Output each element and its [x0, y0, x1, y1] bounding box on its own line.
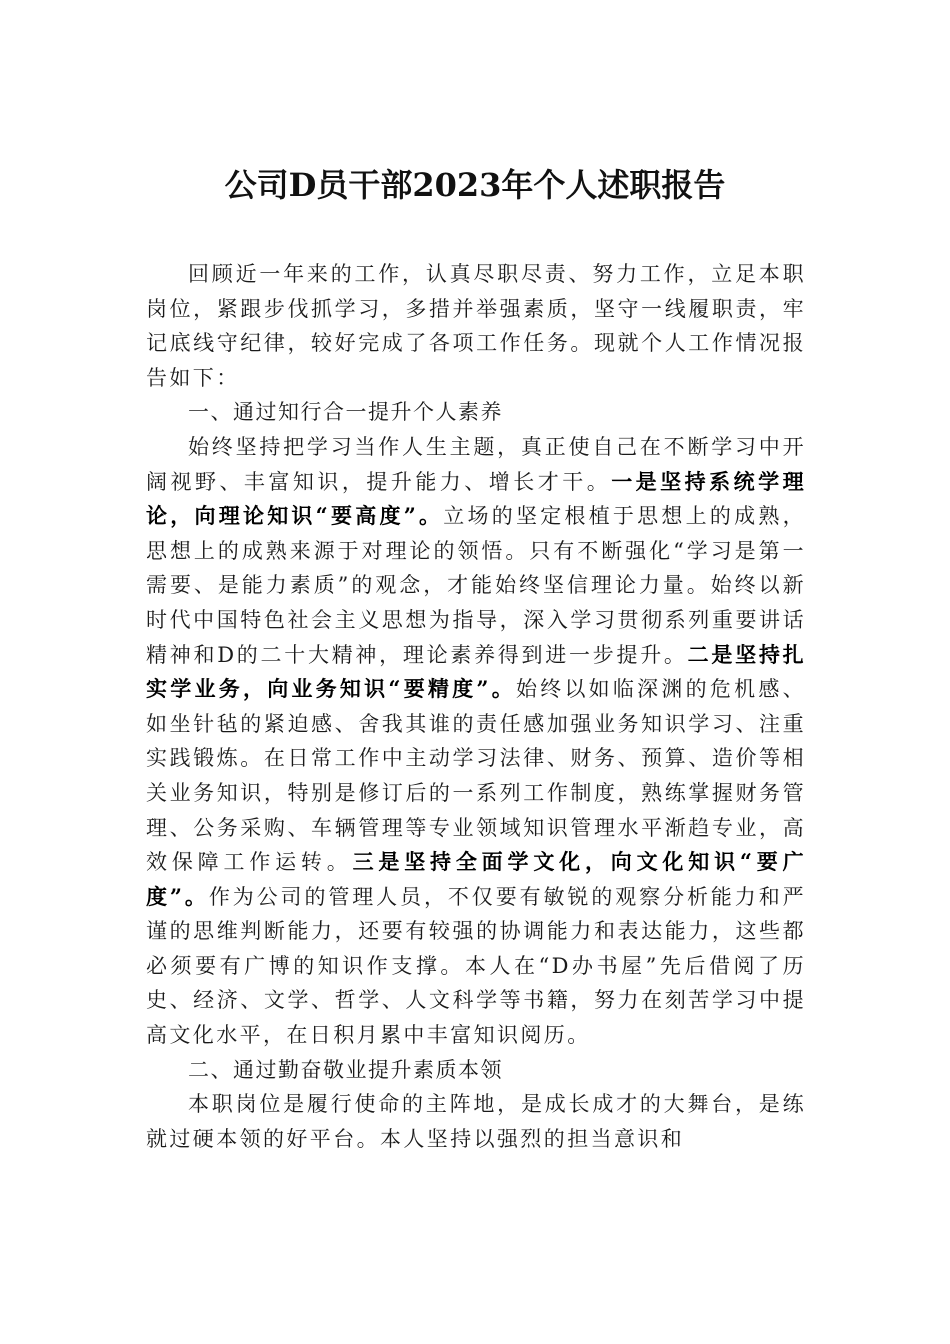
section-heading-2: 二、通过勤奋敬业提升素质本领: [188, 1057, 503, 1082]
bold-point-2: 二是坚持扎实学业务，向业务知识“要精度”。: [146, 641, 806, 702]
bold-point-3: 三是坚持全面学文化，向文化知识“要广度”。: [146, 849, 807, 909]
document-body: [146, 257, 806, 1156]
paragraph-text: 始终以如临深渊的危机感、如坐针毡的紧迫感、舍我其谁的责任感加强业务知识学习、注重实践锻炼。在日常工作中主动学习法律、财务、预算、造价等相关业务知识，特别是修订后的一系列工作制度，熟练掌握财务管理、公务采购、车辆管理等专业领域知识管理水平渐趋专业，高效保障工作运转。: [146, 677, 806, 875]
paragraph-text: 作为公司的管理人员，不仅要有敏锐的观察分析能力和严谨的思维判断能力，还要有较强的协调能力和表达能力，这些都必须要有广博的知识作支撑。本人在“D办书屋”先后借阅了历史、经济、文学、哲学、人文科学等书籍，努力在刻苦学习中提高文化水平，在日积月累中丰富知识阅历。: [146, 884, 807, 1048]
section1-paragraph: [146, 430, 806, 1053]
page-title: 公司D员干部2023年个人述职报告: [224, 166, 726, 204]
intro-paragraph: 回顾近一年来的工作，认真尽职尽责、努力工作，立足本职岗位，紧跟步伐抓学习，多措并举强素质，坚守一线履职责，牢记底线守纪律，较好完成了各项工作任务。现就个人工作情况报告如下：: [146, 262, 806, 390]
section2-paragraph: 本职岗位是履行使命的主阵地，是成长成才的大舞台，是练就过硬本领的好平台。本人坚持以强烈的担当意识和: [146, 1092, 806, 1151]
bold-point-1: 一是坚持系统学理论，向理论知识“要高度”。: [146, 468, 806, 529]
section-heading-1: 一、通过知行合一提升个人素养: [188, 400, 503, 425]
paragraph-text: 立场的坚定根植于思想上的成熟，思想上的成熟来源于对理论的领悟。只有不断强化“学习是第一需要、是能力素质”的观念，才能始终坚信理论力量。始终以新时代中国特色社会主义思想为指导，深入学习贯彻系列重要讲话精神和D的二十大精神，理论素养得到进一步提升。: [146, 504, 807, 667]
paragraph-text: 始终坚持把学习当作人生主题，真正使自己在不断学习中开阔视野、丰富知识，提升能力、增长才干。: [146, 434, 806, 494]
